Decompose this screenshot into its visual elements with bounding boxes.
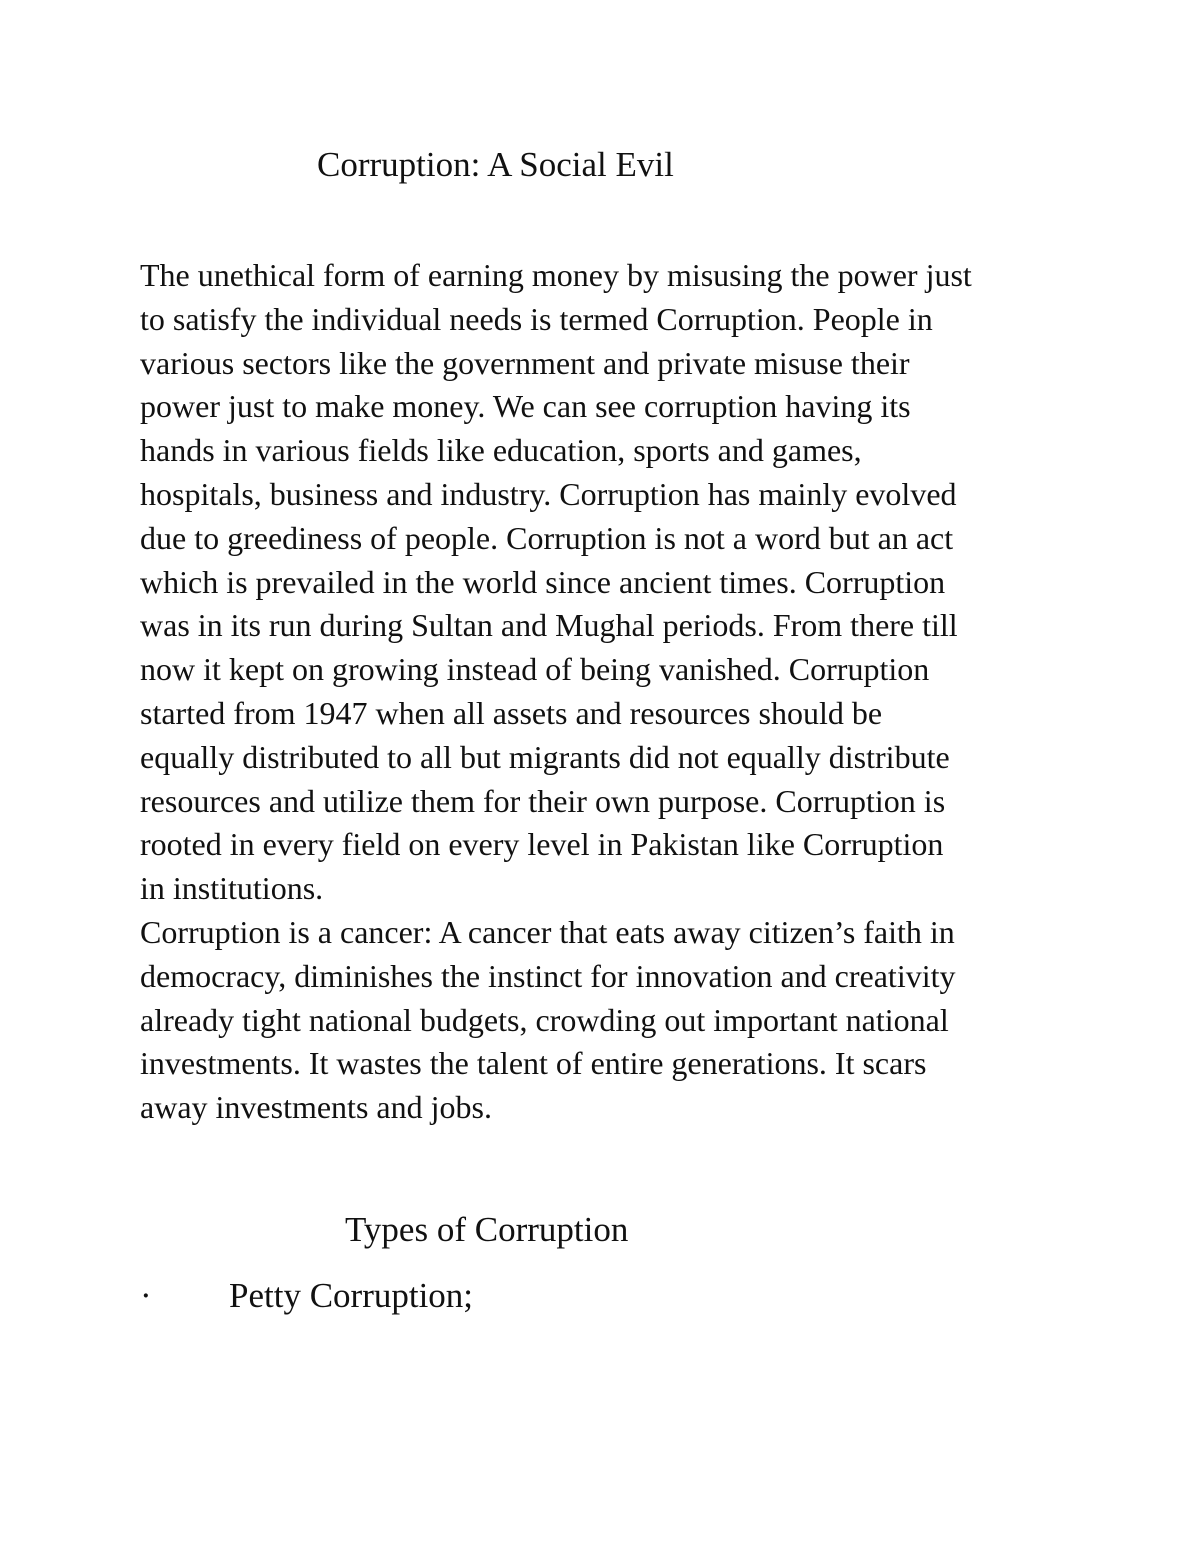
paragraph-line: investments. It wastes the talent of entire generations. It scars [140, 1045, 927, 1082]
paragraph-line: rooted in every field on every level in Pakistan like Corruption [140, 826, 944, 863]
paragraph-line: already tight national budgets, crowding out important national [140, 1001, 949, 1038]
paragraph-line: The unethical form of earning money by misusing the power just [140, 257, 972, 293]
paragraph-line: to satisfy the individual needs is termed Corruption. People in [140, 300, 933, 337]
paragraph-line: resources and utilize them for their own purpose. Corruption is [140, 782, 946, 819]
paragraph-line: power just to make money. We can see corruption having its [140, 388, 911, 425]
paragraph-line: various sectors like the government and private misuse their [140, 344, 910, 381]
document-title: Corruption: A Social Evil [317, 145, 674, 184]
body-paragraphs [140, 254, 1100, 1130]
paragraph-line: now it kept on growing instead of being vanished. Corruption [140, 651, 930, 688]
paragraph-line: Corruption is a cancer: A cancer that eats away citizen’s faith in [140, 913, 955, 950]
paragraph-line: hands in various fields like education, sports and games, [140, 432, 862, 469]
paragraph-line: equally distributed to all but migrants did not equally distribute [140, 738, 950, 775]
bullet-icon: · [140, 1276, 152, 1315]
paragraph-line: hospitals, business and industry. Corruption has mainly evolved [140, 475, 957, 512]
paragraph-line: started from 1947 when all assets and resources should be [140, 694, 883, 731]
paragraph-line: was in its run during Sultan and Mughal periods. From there till [140, 607, 958, 644]
paragraph-line: democracy, diminishes the instinct for innovation and creativity [140, 957, 956, 994]
paragraph-line: in institutions. [140, 870, 324, 907]
list-item-text: Petty Corruption; [229, 1276, 474, 1315]
section-title: Types of Corruption [345, 1210, 629, 1249]
paragraph-line: which is prevailed in the world since ancient times. Corruption [140, 563, 946, 600]
paragraph-line: away investments and jobs. [140, 1089, 492, 1126]
paragraph-line: due to greediness of people. Corruption is not a word but an act [140, 519, 954, 556]
